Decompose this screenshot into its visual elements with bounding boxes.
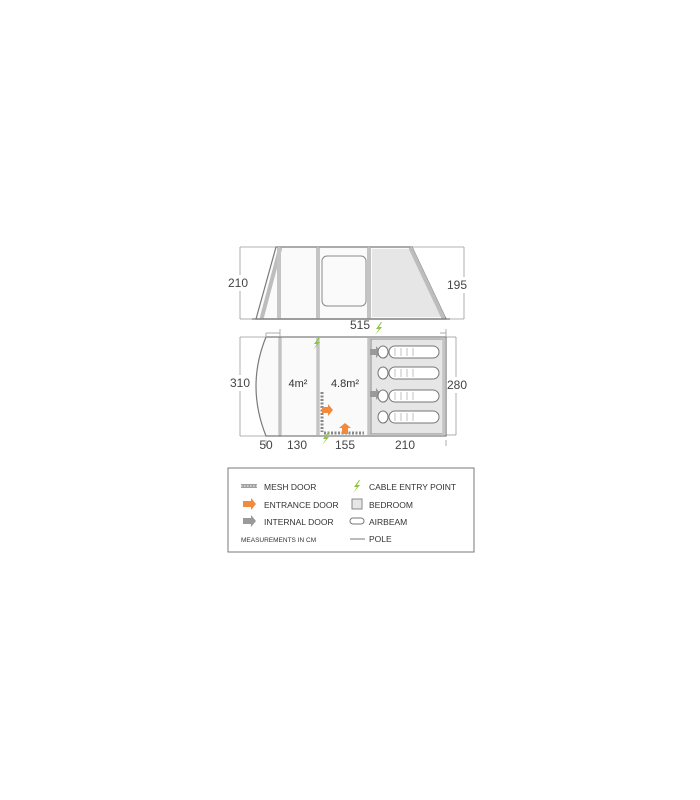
legend-cable-entry: CABLE ENTRY POINT — [369, 482, 457, 492]
side-height-left: 210 — [227, 276, 249, 290]
total-length-label: 515 — [349, 318, 371, 332]
sleeping-bag — [378, 390, 439, 402]
floor-plan — [228, 318, 470, 452]
side-view — [228, 247, 476, 319]
legend — [228, 468, 474, 552]
legend-pole: POLE — [369, 534, 392, 544]
side-height-right: 195 — [446, 278, 468, 292]
mesh-door-icon — [241, 484, 257, 488]
legend-airbeam: AIRBEAM — [369, 517, 408, 527]
width-right-label: 280 — [446, 378, 468, 392]
segment-3-label: 155 — [334, 438, 356, 452]
width-left-label: 310 — [229, 376, 251, 390]
living-area-label: 4.8m² — [330, 378, 360, 390]
segment-4-label: 210 — [394, 438, 416, 452]
sleeping-bag — [378, 367, 439, 379]
cable-entry-icon — [375, 322, 382, 335]
sleeping-bag — [378, 411, 439, 423]
legend-bedroom: BEDROOM — [369, 500, 413, 510]
legend-measurement-note: MEASUREMENTS IN CM — [241, 537, 317, 544]
porch-outline — [256, 337, 280, 436]
segment-1-label: 50 — [259, 438, 273, 452]
bedroom-icon — [352, 499, 362, 509]
legend-mesh-door: MESH DOOR — [264, 482, 317, 492]
sleeping-bag — [378, 346, 439, 358]
airbeam-icon — [350, 518, 364, 524]
side-bedroom-shade — [372, 249, 444, 317]
segment-2-label: 130 — [286, 438, 308, 452]
porch-area-label: 4m² — [288, 378, 308, 390]
legend-entrance-door: ENTRANCE DOOR — [264, 500, 339, 510]
legend-internal-door: INTERNAL DOOR — [264, 517, 334, 527]
